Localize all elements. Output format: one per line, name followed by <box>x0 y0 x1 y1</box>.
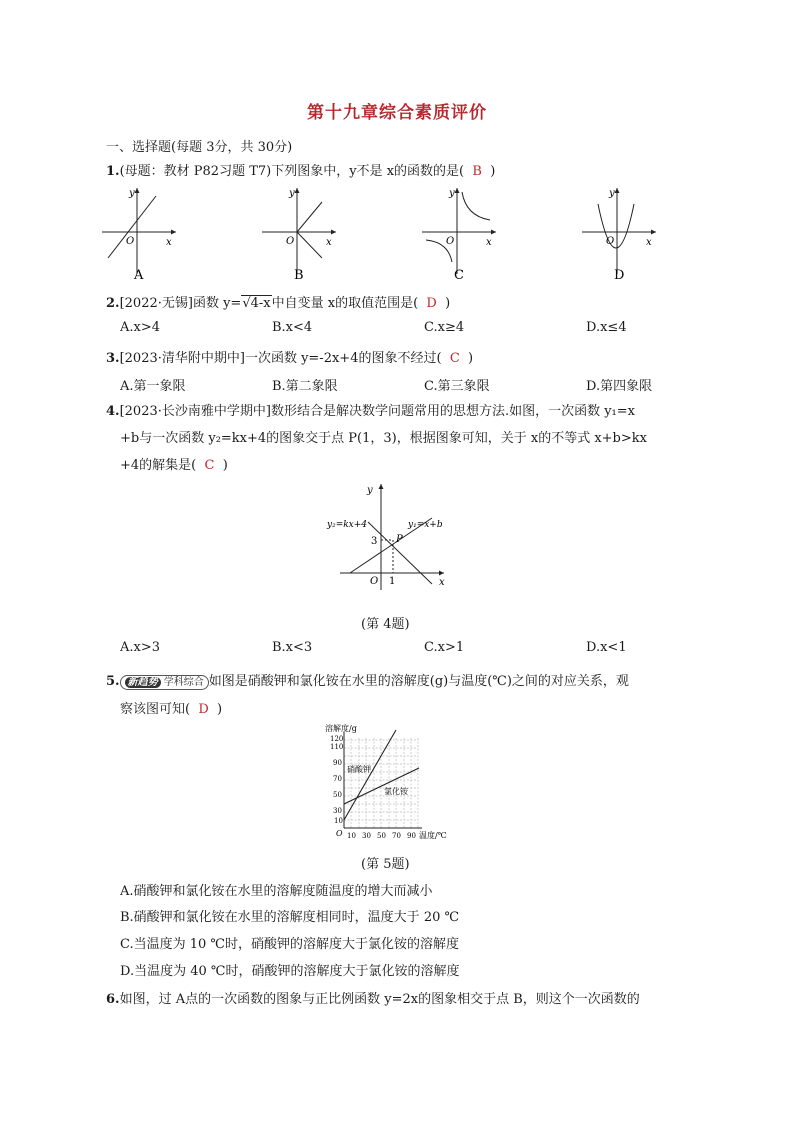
question-2 <box>106 292 450 311</box>
option-c: C.x≥4 <box>424 320 465 335</box>
y-axis-label: y <box>609 188 615 199</box>
x-axis-label: x <box>486 237 492 248</box>
paren-close: ) <box>445 296 451 311</box>
origin-label: O <box>370 576 379 587</box>
option-b: B.硝酸钾和氯化铵在水里的溶解度相同时，温度大于 20 ℃ <box>120 910 460 925</box>
figure-4 <box>322 480 462 592</box>
x-tick: 90 <box>407 832 416 840</box>
paren-close: ) <box>468 351 474 366</box>
graph-label: A <box>134 268 144 282</box>
paren-close: ) <box>217 702 223 717</box>
answer-choice: D <box>198 702 209 717</box>
page-title: 第十九章综合素质评价 <box>307 103 487 123</box>
answer-choice: C <box>449 351 460 366</box>
origin-label: O <box>446 236 455 247</box>
badge-subject: 学科综合 <box>163 677 204 688</box>
x-axis-label: x <box>166 237 172 248</box>
x-axis-label: x <box>439 577 445 588</box>
tick-three: 3 <box>371 536 378 547</box>
graph-c <box>416 182 506 282</box>
option-b: B.x<4 <box>272 320 313 335</box>
option-b: B.第二象限 <box>272 379 338 394</box>
x-axis-label: x <box>646 237 652 248</box>
answer-choice: B <box>472 164 482 179</box>
x-tick: 50 <box>377 832 386 840</box>
answer-choice: D <box>426 296 437 311</box>
y-axis-label: y <box>129 188 135 199</box>
question-text: [2023·长沙南雅中学期中]数形结合是解决数学问题常用的思想方法.如图，一次函数 y₁=x <box>119 404 635 419</box>
radical-expression: √4-x <box>242 296 271 311</box>
question-1 <box>106 160 495 179</box>
y-tick: 50 <box>333 791 342 799</box>
graph-label: C <box>454 268 464 282</box>
x-axis-title: 温度/℃ <box>419 831 447 840</box>
origin-label: O <box>336 829 343 838</box>
y-tick: 10 <box>334 817 343 825</box>
y-tick: 120 <box>330 735 344 743</box>
option-a: A.x>3 <box>120 640 161 655</box>
origin-label: O <box>126 236 135 247</box>
x-tick: 30 <box>362 832 371 840</box>
option-a: A.第一象限 <box>120 379 186 394</box>
tick-one: 1 <box>389 576 396 587</box>
option-c: C.x>1 <box>424 640 465 655</box>
question-text-line2 <box>120 698 222 717</box>
y-tick: 30 <box>333 807 342 815</box>
point-p-label: P <box>396 534 403 545</box>
y-axis-label: y <box>289 188 295 199</box>
question-text: 如图是硝酸钾和氯化铵在水里的溶解度(g)与温度(℃)之间的对应关系，观 <box>208 674 629 689</box>
question-text-line3 <box>120 456 228 476</box>
option-a: A.硝酸钾和氯化铵在水里的溶解度随温度的增大而减小 <box>120 884 433 899</box>
figure-caption: (第 5题) <box>361 857 410 872</box>
y-tick: 70 <box>333 775 342 783</box>
question-text: [2022·无锡]函数 y= <box>119 296 242 311</box>
x-axis-label: x <box>326 237 332 248</box>
origin-label: O <box>286 236 295 247</box>
y-tick: 110 <box>330 743 344 751</box>
question-text: 如图，过 A点的一次函数的图象与正比例函数 y=2x的图象相交于点 B，则这个一次函数的 <box>119 992 640 1007</box>
option-d: D.当温度为 40 ℃时，硝酸钾的溶解度大于氯化铵的溶解度 <box>120 964 460 979</box>
paren-close: ) <box>222 458 228 473</box>
question-text: [2023·清华附中期中]一次函数 y=-2x+4的图象不经过( <box>119 351 442 366</box>
question-text-tail: 中自变量 x的取值范围是( <box>271 296 419 311</box>
series-label-potassium-nitrate: 硝酸钾 <box>347 765 371 774</box>
question-6 <box>106 988 640 1007</box>
question-number: 1. <box>106 164 120 179</box>
y-axis-label: y <box>367 485 373 496</box>
option-c: C.当温度为 10 ℃时，硝酸钾的溶解度大于氯化铵的溶解度 <box>120 937 459 952</box>
x-tick: 10 <box>347 832 356 840</box>
option-b: B.x<3 <box>272 640 313 655</box>
option-d: D.第四象限 <box>586 379 653 394</box>
figure-5-solubility-graph <box>322 722 454 844</box>
paren-close: ) <box>490 164 496 179</box>
question-number: 2. <box>106 296 120 311</box>
question-number: 4. <box>106 404 120 419</box>
badge-trend: 新趋势 <box>125 677 161 688</box>
question-3 <box>106 347 473 366</box>
line-y2-label: y₂=kx+4 <box>327 520 368 530</box>
line-y1-label: y₁=x+b <box>408 520 443 530</box>
y-axis-label: y <box>449 188 455 199</box>
question-4 <box>106 402 635 422</box>
figure-caption: (第 4题) <box>361 617 410 632</box>
option-a: A.x>4 <box>120 320 161 335</box>
question-text-line2: +b与一次函数 y₂=kx+4的图象交于点 P(1，3)，根据图象可知，关于 x的不等式 x+b>kx <box>120 431 647 446</box>
question-number: 6. <box>106 992 120 1007</box>
topic-badge <box>120 675 209 690</box>
x-tick: 70 <box>392 832 401 840</box>
y-axis-title: 溶解度/g <box>325 724 357 733</box>
option-d: D.x≤4 <box>586 320 627 335</box>
question-5 <box>106 670 629 690</box>
graph-a <box>96 182 186 282</box>
graph-b <box>256 182 346 282</box>
y-tick: 90 <box>333 759 342 767</box>
radicand: 4-x <box>250 296 271 311</box>
question-text-tail: 察该图可知( <box>120 702 191 717</box>
graph-d <box>576 182 666 282</box>
origin-label: O <box>606 236 615 247</box>
graph-label: D <box>614 268 625 282</box>
question-number: 5. <box>106 674 120 689</box>
option-d: D.x<1 <box>586 640 627 655</box>
graph-label: B <box>294 268 304 282</box>
question-number: 3. <box>106 351 120 366</box>
answer-choice: C <box>204 458 215 473</box>
section-heading: 一、选择题(每题 3分，共 30分) <box>106 140 293 155</box>
question-text-tail: +4的解集是( <box>120 458 197 473</box>
question-text: (母题：教材 P82习题 T7)下列图象中，y不是 x的函数的是( <box>119 164 465 179</box>
option-c: C.第三象限 <box>424 379 490 394</box>
series-label-ammonium-chloride: 氯化铵 <box>384 787 408 796</box>
